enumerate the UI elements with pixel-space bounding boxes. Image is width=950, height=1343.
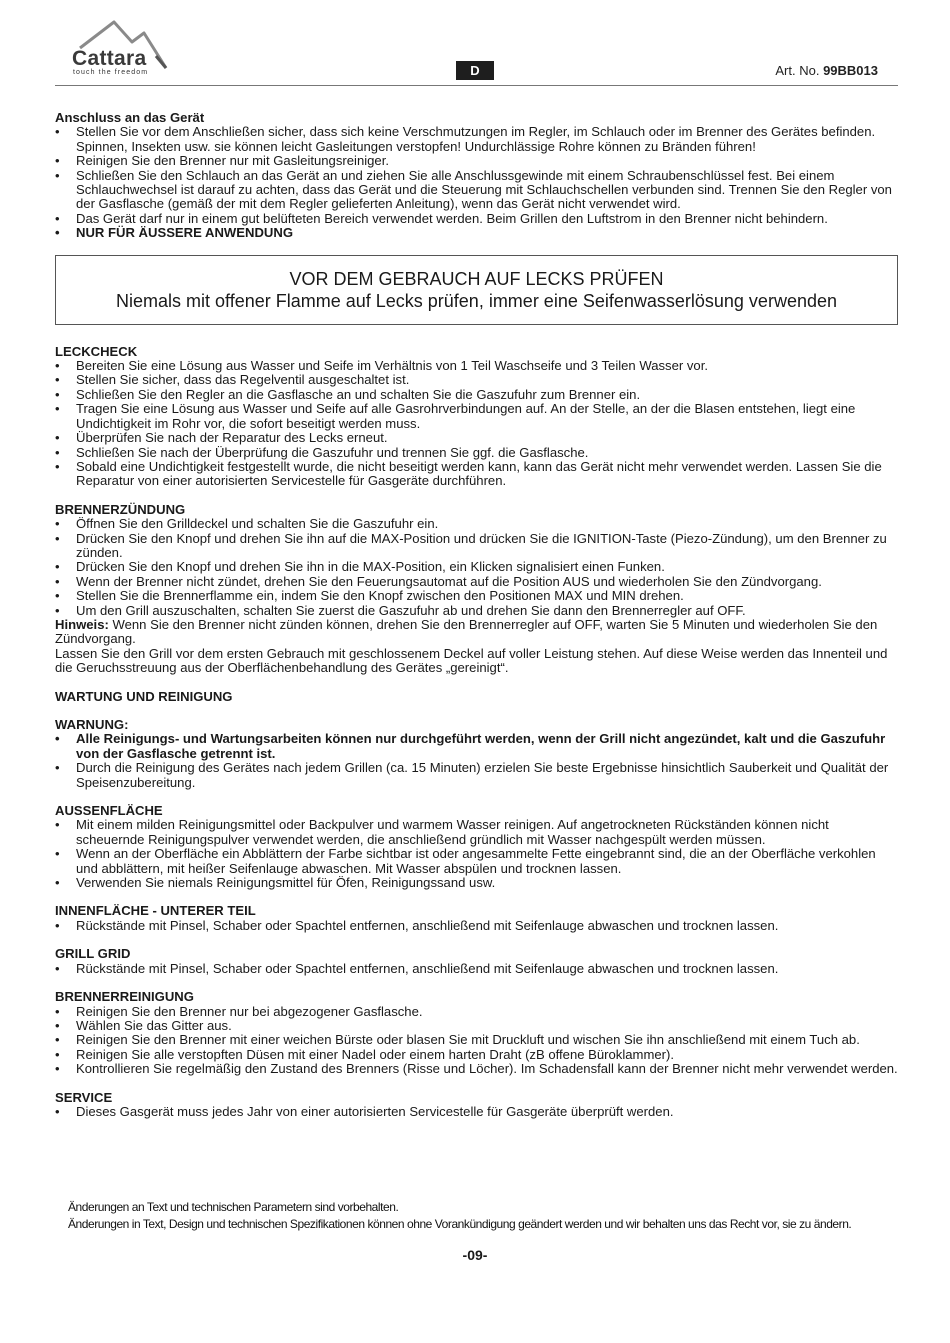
- hint-paragraph: [55, 618, 900, 647]
- disclaimer-line: Änderungen an Text und technischen Parametern sind vorbehalten.: [68, 1200, 399, 1214]
- list-item: • Überprüfen Sie nach der Reparatur des Lecks erneut.: [55, 431, 900, 445]
- list-item: • Mit einem milden Reinigungsmittel oder Backpulver und warmem Wasser reinigen. Auf angetrockneten Rückständen können nicht scheuernde Reinigungspulver verwendet werden, die anschließend gründlich mit Wasser nachgespült werden müssen.: [55, 818, 900, 847]
- section-grill-grid: [55, 947, 900, 976]
- note-paragraph: Lassen Sie den Grill vor dem ersten Gebrauch mit geschlossenem Deckel auf voller Leistung stehen. Auf diese Weise werden das Innenteil und die Geruchsstreuung aus der Oberflächenbehandlung des Gerätes „gereinigt“.: [55, 645, 888, 676]
- disclaimer-line: Änderungen in Text, Design und technischen Spezifikationen können ohne Vorankündigung geändert werden und wir behalten uns das Recht vor, sie zu ändern.: [68, 1217, 852, 1231]
- bullet-list: [55, 1005, 900, 1077]
- section-leckcheck: [55, 345, 900, 489]
- hint-label: Hinweis:: [55, 616, 109, 632]
- list-item: • Bereiten Sie eine Lösung aus Wasser und Seife im Verhältnis von 1 Teil Waschseife und 3 Teilen Wasser vor.: [55, 359, 900, 373]
- list-item: • Reinigen Sie den Brenner nur bei abgezogener Gasflasche.: [55, 1005, 900, 1019]
- header-divider: [55, 85, 898, 86]
- list-item: • Stellen Sie die Brennerflamme ein, indem Sie den Knopf zwischen den Positionen MAX und MIN drehen.: [55, 589, 900, 603]
- bullet-list: [55, 818, 900, 890]
- warning-label: WARNUNG:: [55, 717, 129, 732]
- section-title: LECKCHECK: [55, 343, 138, 359]
- list-item: • Sobald eine Undichtigkeit festgestellt wurde, die nicht beseitigt werden kann, kann das Gerät nicht mehr verwendet werden. Lassen Sie die Reparatur von einer autorisierten Servicestelle für Gasgeräte durchführen.: [55, 460, 900, 489]
- brand-name: Cattara: [72, 47, 147, 70]
- hint-text: Wenn Sie den Brenner nicht zünden können, drehen Sie den Brennerregler auf OFF, warten Sie 5 Minuten und wiederholen Sie den Zündvorgang.: [55, 616, 878, 647]
- page-header: [0, 0, 950, 90]
- section-title: INNENFLÄCHE - UNTERER TEIL: [55, 903, 256, 919]
- list-item: • Wenn der Brenner nicht zündet, drehen Sie den Feuerungsautomat auf die Position AUS und wiederholen Sie den Zündvorgang.: [55, 575, 900, 589]
- list-item: • Reinigen Sie den Brenner mit einer weichen Bürste oder blasen Sie mit Druckluft und wischen Sie ihn anschließend mit einem Tuch ab.: [55, 1033, 900, 1047]
- list-item: • Um den Grill auszuschalten, schalten Sie zuerst die Gaszufuhr ab und drehen Sie dann den Brennerregler auf OFF.: [55, 604, 900, 618]
- warning-subheading: Niemals mit offener Flamme auf Lecks prüfen, immer eine Seifenwasserlösung verwenden: [116, 290, 837, 311]
- list-item: • Reinigen Sie den Brenner nur mit Gasleitungsreiniger.: [55, 154, 900, 168]
- bullet-list: [55, 359, 900, 489]
- list-item: • Öffnen Sie den Grilldeckel und schalten Sie die Gaszufuhr ein.: [55, 517, 900, 531]
- list-item: • Rückstände mit Pinsel, Schaber oder Spachtel entfernen, anschließend mit Seifenlauge abwaschen und trocknen lassen.: [55, 919, 900, 933]
- list-item: • Schließen Sie nach der Überprüfung die Gaszufuhr und trennen Sie ggf. die Gasflasche.: [55, 446, 900, 460]
- list-item: • Dieses Gasgerät muss jedes Jahr von einer autorisierten Servicestelle für Gasgeräte überprüft werden.: [55, 1105, 900, 1119]
- bullet-list: [55, 125, 900, 240]
- section-title: GRILL GRID: [55, 946, 131, 962]
- article-number: [775, 63, 878, 78]
- list-item: • Schließen Sie den Regler an die Gasflasche an und schalten Sie die Gaszufuhr zum Brenner ein.: [55, 388, 900, 402]
- bullet-list: [55, 732, 900, 790]
- list-item: • Drücken Sie den Knopf und drehen Sie ihn in die MAX-Position, ein Klicken signalisiert einen Funken.: [55, 560, 900, 574]
- warning-heading: VOR DEM GEBRAUCH AUF LECKS PRÜFEN: [289, 268, 664, 289]
- list-item: • Tragen Sie eine Lösung aus Wasser und Seife auf alle Gasrohrverbindungen auf. An der Stelle, an der die Blasen entstehen, liegt eine Undichtigkeit im Rohr vor, die sofort beseitigt werden muss.: [55, 402, 900, 431]
- manual-content: [55, 111, 900, 1119]
- section-title: WARTUNG UND REINIGUNG: [55, 688, 233, 704]
- list-item: • Schließen Sie den Schlauch an das Gerät an und ziehen Sie alle Anschlussgewinde mit einem Schraubenschlüssel fest. Bei einem Schlauchwechsel ist darauf zu achten, dass das Gerät und die Steuerung mit Schlauchschellen verbunden sind. Trennen Sie den Regler von der Gasflasche (gemäß der mit dem Regler gelieferten Anleitung), wenn das Gerät nicht verwendet wird.: [55, 169, 900, 212]
- section-title: AUSSENFLÄCHE: [55, 803, 163, 819]
- list-item: • Stellen Sie vor dem Anschließen sicher, dass sich keine Verschmutzungen im Regler, im Schlauch oder im Brenner des Gerätes befinden. Spinnen, Insekten usw. sie können leicht Gasleitungen verstopfen! Undurchlässige Rohre können zu Bränden führen!: [55, 125, 900, 154]
- section-brennerzuendung: [55, 503, 900, 676]
- list-item: • Wählen Sie das Gitter aus.: [55, 1019, 900, 1033]
- page-number: -09-: [462, 1247, 488, 1263]
- list-item: • Durch die Reinigung des Gerätes nach jedem Grillen (ca. 15 Minuten) erzielen Sie beste Ergebnisse hinsichtlich Sauberkeit und Qualität der Speisenzubereitung.: [55, 761, 900, 790]
- section-anschluss: [55, 111, 900, 241]
- article-number-label: Art. No.: [775, 63, 820, 78]
- section-aussenflaeche: [55, 804, 900, 890]
- list-item: • Reinigen Sie alle verstopften Düsen mit einer Nadel oder einem harten Draht (zB offene Büroklammer).: [55, 1048, 900, 1062]
- section-title: SERVICE: [55, 1089, 113, 1105]
- article-number-value: 99BB013: [823, 63, 878, 78]
- brand-tagline: touch the freedom: [73, 69, 149, 76]
- section-brennerreinigung: [55, 990, 900, 1076]
- section-title: Anschluss an das Gerät: [55, 110, 205, 125]
- section-service: [55, 1091, 900, 1120]
- disclaimer: [68, 1199, 851, 1233]
- bullet-list: [55, 962, 900, 976]
- list-item: • Wenn an der Oberfläche ein Abblättern der Farbe sichtbar ist oder angesammelte Fette eingebrannt sind, die an der Oberfläche verkohlen und abblättern, mit heißer Seifenlauge abwaschen. Mit Wasser abspülen und trocknen lassen.: [55, 847, 900, 876]
- list-item: • Verwenden Sie niemals Reinigungsmittel für Öfen, Reinigungssand usw.: [55, 876, 900, 890]
- list-item: • Kontrollieren Sie regelmäßig den Zustand des Brenners (Risse und Löcher). Im Schadensfall kann der Brenner nicht mehr verwendet werden.: [55, 1062, 900, 1076]
- list-item: • Drücken Sie den Knopf und drehen Sie ihn auf die MAX-Position und drücken Sie die IGNITION-Taste (Piezo-Zündung), um den Brenner zu zünden.: [55, 532, 900, 561]
- bullet-list: [55, 919, 900, 933]
- cattara-logo: [70, 20, 170, 80]
- section-innenflaeche: [55, 904, 900, 933]
- list-item: • Stellen Sie sicher, dass das Regelventil ausgeschaltet ist.: [55, 373, 900, 387]
- section-title: BRENNERZÜNDUNG: [55, 501, 186, 517]
- list-item: • Rückstände mit Pinsel, Schaber oder Spachtel entfernen, anschließend mit Seifenlauge abwaschen und trocknen lassen.: [55, 962, 900, 976]
- list-item-bold: • NUR FÜR ÄUSSERE ANWENDUNG: [55, 226, 900, 240]
- section-wartung: [55, 690, 900, 790]
- bullet-list: [55, 1105, 900, 1119]
- language-badge: D: [456, 61, 494, 80]
- list-item: • Das Gerät darf nur in einem gut belüfteten Bereich verwendet werden. Beim Grillen den Luftstrom in den Brenner nicht behindern.: [55, 212, 900, 226]
- leak-warning-box: [55, 255, 898, 325]
- section-title: BRENNERREINIGUNG: [55, 989, 194, 1005]
- bullet-list: [55, 517, 900, 618]
- list-item-bold: • Alle Reinigungs- und Wartungsarbeiten können nur durchgeführt werden, wenn der Grill nicht angezündet, kalt und die Gaszufuhr von der Gasflasche getrennt ist.: [55, 732, 900, 761]
